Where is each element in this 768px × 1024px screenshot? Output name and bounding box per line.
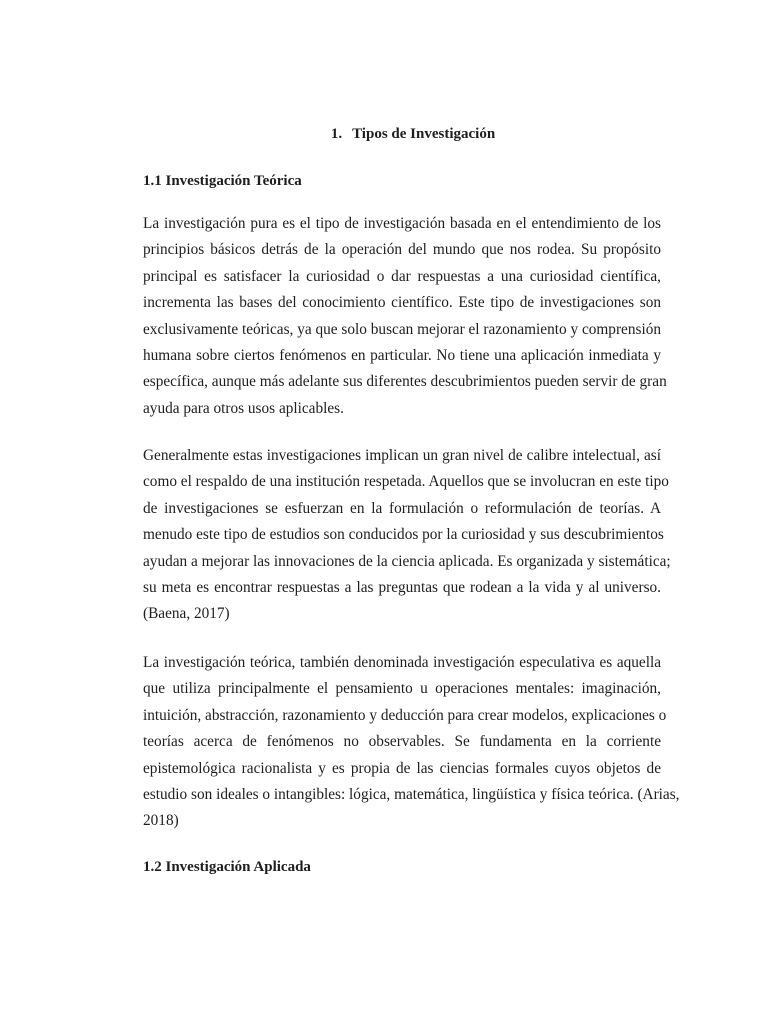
paragraph-line: 2018): [143, 812, 179, 830]
paragraph-line: La investigación teórica, también denominada investigación especulativa es aquella: [143, 654, 661, 671]
paragraph-line: específica, aunque más adelante sus diferentes descubrimientos pueden servir de gran: [143, 373, 667, 391]
paragraph-line: ayudan a mejorar las innovaciones de la ciencia aplicada. Es organizada y sistemática;: [143, 552, 671, 570]
paragraph-line: principios básicos detrás de la operación del mundo que nos rodea. Su propósito: [143, 241, 661, 259]
paragraph-line: (Baena, 2017): [143, 605, 230, 623]
paragraph-line: ayuda para otros usos aplicables.: [143, 399, 344, 417]
paragraph-line: principal es satisfacer la curiosidad o dar respuestas a una curiosidad científica,: [143, 267, 661, 285]
paragraph-line: que utiliza principalmente el pensamiento u operaciones mentales: imaginación,: [143, 680, 661, 698]
section-heading-aplicada: 1.2 Investigación Aplicada: [143, 859, 311, 875]
paragraph-investigacion-pura: [143, 211, 667, 422]
paragraph-line: epistemológica racionalista y es propia de las ciencias formales cuyos objetos de: [143, 759, 661, 777]
title-number: 1.: [330, 126, 343, 142]
paragraph-line: intuición, abstracción, razonamiento y deducción para crear modelos, explicaciones o: [143, 706, 667, 724]
paragraph-line: de investigaciones se esfuerzan en la formulación o reformulación de teorías. A: [143, 499, 661, 517]
section-heading-teorica: 1.1 Investigación Teórica: [143, 173, 302, 189]
paragraph-line: teorías acerca de fenómenos no observables. Se fundamenta en la corriente: [143, 733, 661, 751]
paragraph-line: estudio son ideales o intangibles: lógica, matemática, lingüística y física teórica. (Arias,: [143, 785, 680, 803]
paragraph-line: exclusivamente teóricas, ya que solo buscan mejorar el razonamiento y comprensión: [143, 320, 661, 338]
paragraph-line: Generalmente estas investigaciones implican un gran nivel de calibre intelectual, así: [143, 447, 661, 464]
paragraph-line: su meta es encontrar respuestas a las preguntas que rodean a la vida y al universo.: [143, 578, 661, 596]
paragraph-line: incrementa las bases del conocimiento científico. Este tipo de investigaciones son: [143, 294, 661, 312]
paragraph-line: La investigación pura es el tipo de investigación basada en el entendimiento de los: [143, 215, 661, 232]
paragraph-line: como el respaldo de una institución respetada. Aquellos que se involucran en este tipo: [143, 473, 669, 491]
document-title: [143, 124, 683, 144]
paragraph-generalmente: [143, 443, 671, 628]
paragraph-line: humana sobre ciertos fenómenos en particular. No tiene una aplicación inmediata y: [143, 346, 661, 364]
paragraph-investigacion-teorica: [143, 650, 680, 835]
paragraph-line: menudo este tipo de estudios son conducidos por la curiosidad y sus descubrimientos: [143, 526, 664, 544]
title-text: Tipos de Investigación: [352, 126, 496, 142]
